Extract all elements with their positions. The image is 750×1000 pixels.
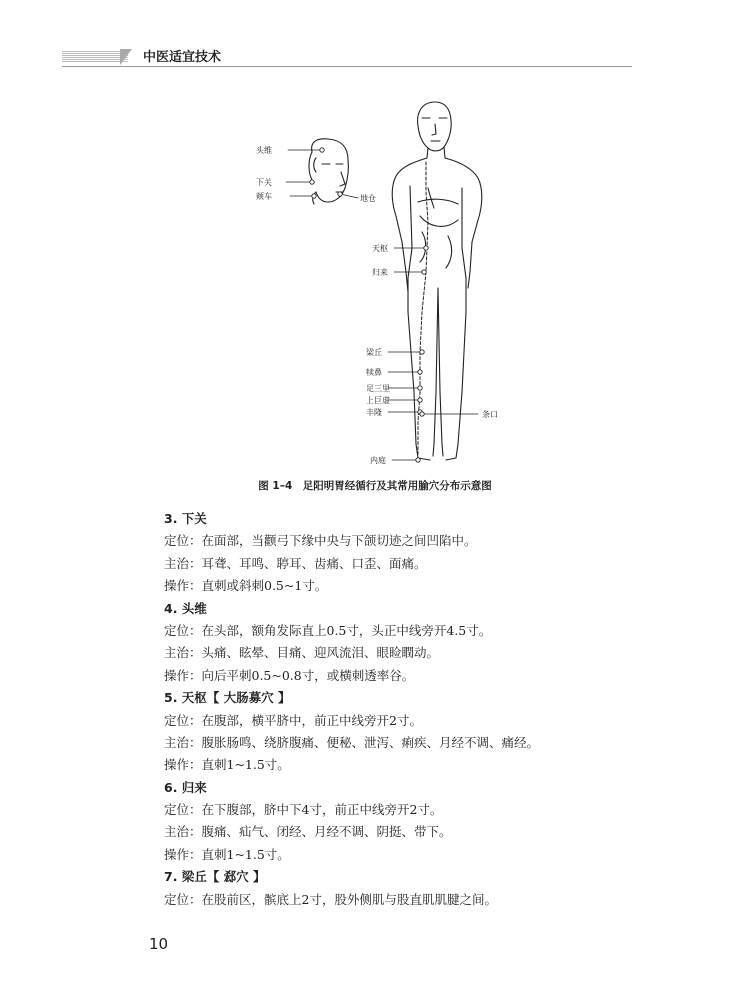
section-line: 操作：向后平刺0.5~0.8寸，或横刺透率谷。 [164,667,415,683]
page-number: 10 [149,935,169,953]
label-liangqiu: 梁丘 [366,348,382,357]
section-line: 定位：在头部，额角发际直上0.5寸，头正中线旁开4.5寸。 [164,622,492,638]
section-line: 定位：在下腹部，脐中下4寸，前正中线旁开2寸。 [164,802,443,818]
label-shangjuxu: 上巨虚 [366,396,390,405]
section-heading: 7. 梁丘【 郄穴 】 [164,869,266,885]
label-tianshu: 天枢 [372,244,388,253]
section-heading: 6. 归来 [164,779,207,795]
running-header-title: 中医适宜技术 [143,50,222,65]
section-line: 操作：直刺或斜刺0.5~1寸。 [164,578,328,594]
section-line: 主治：头痛、眩晕、目痛、迎风流泪、眼睑瞤动。 [164,645,440,661]
figure-caption: 图 1–4 足阳明胃经循行及其常用腧穴分布示意图 [258,480,492,492]
section-heading: 3. 下关 [164,511,207,526]
header-rule [62,66,632,67]
label-xiaguan: 下关 [256,178,272,187]
body-outline [392,102,482,460]
label-tiaokou: 条口 [482,410,498,419]
body-text [164,508,584,911]
label-dubi: 犊鼻 [366,368,382,377]
header-wedge [120,49,132,65]
section-heading: 5. 天枢【 大肠募穴 】 [164,690,291,706]
section-line: 定位：在面部，当颧弓下缘中央与下颌切迹之间凹陷中。 [164,533,477,549]
section-line: 操作：直刺1~1.5寸。 [164,846,290,862]
label-zusanli: 足三里 [366,384,390,393]
meridian-illustration [250,92,510,472]
section-line: 定位：在腹部，横平脐中，前正中线旁开2寸。 [164,712,422,728]
section-line: 定位：在股前区，髌底上2寸，股外侧肌与股直肌肌腱之间。 [164,891,497,907]
section-heading: 4. 头维 [164,600,207,616]
label-neiting: 内庭 [370,456,386,465]
label-touwei: 头维 [256,146,272,155]
section-line: 操作：直刺1~1.5寸。 [164,757,290,773]
section-line: 主治：腹痛、疝气、闭经、月经不调、阴挺、带下。 [164,824,452,840]
meridian-figure [250,92,510,472]
label-dicang: 地仓 [360,194,376,203]
label-fenglong: 丰隆 [366,408,382,417]
header-stripes [62,51,128,63]
section-line: 主治：腹胀肠鸣、绕脐腹痛、便秘、泄泻、痢疾、月经不调、痛经。 [164,734,540,750]
section-line: 主治：耳聋、耳鸣、聤耳、齿痛、口歪、面痛。 [164,555,427,571]
label-jiache: 颊车 [256,192,272,201]
label-guilai: 归来 [372,268,388,277]
